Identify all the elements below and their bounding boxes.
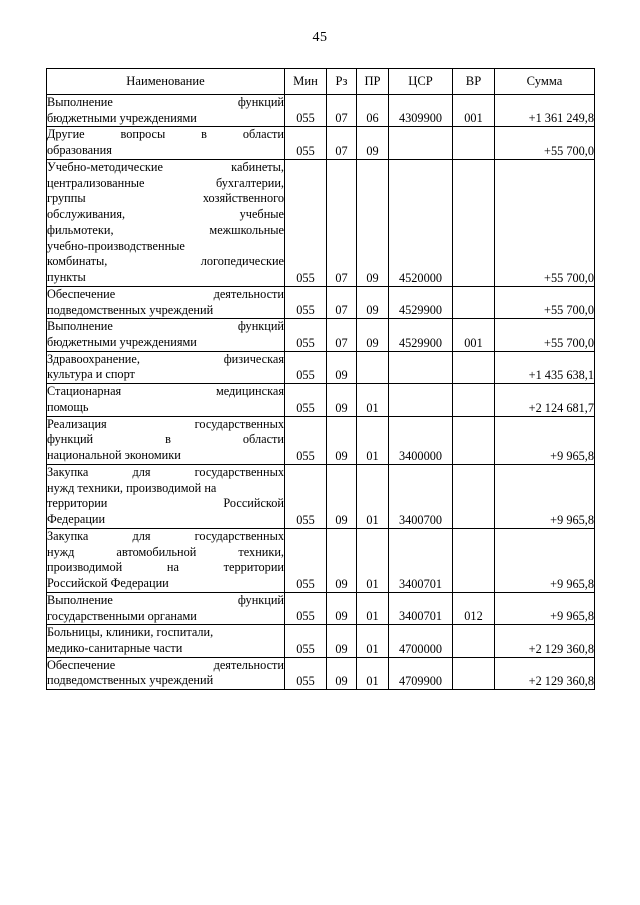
cell-csr: 4529900 <box>389 319 453 351</box>
cell-pr: 01 <box>357 657 389 689</box>
cell-name <box>47 127 285 159</box>
table-header-row <box>47 69 595 95</box>
cell-rz: 09 <box>327 464 357 528</box>
cell-vr <box>453 384 495 416</box>
name-line: подведомственных учреждений <box>47 302 214 317</box>
column-header-sum: Сумма <box>495 69 595 95</box>
cell-sum: +1 435 638,1 <box>495 351 595 383</box>
cell-min: 055 <box>285 416 327 464</box>
table-row <box>47 528 595 592</box>
cell-pr: 06 <box>357 95 389 127</box>
cell-rz: 09 <box>327 592 357 624</box>
cell-name <box>47 351 285 383</box>
cell-sum: +55 700,0 <box>495 159 595 286</box>
cell-min: 055 <box>285 464 327 528</box>
cell-min: 055 <box>285 351 327 383</box>
budget-table <box>46 68 595 690</box>
cell-name <box>47 592 285 624</box>
cell-name <box>47 384 285 416</box>
column-header-csr: ЦСР <box>389 69 453 95</box>
table-body <box>47 95 595 690</box>
table-row <box>47 95 595 127</box>
cell-rz: 09 <box>327 351 357 383</box>
cell-min: 055 <box>285 95 327 127</box>
name-line: Больницы, клиники, госпитали, <box>47 625 214 640</box>
cell-name <box>47 416 285 464</box>
cell-pr <box>357 351 389 383</box>
cell-sum: +55 700,0 <box>495 286 595 318</box>
cell-vr <box>453 416 495 464</box>
cell-vr <box>453 657 495 689</box>
name-line: бюджетными учреждениями <box>47 335 197 350</box>
cell-vr <box>453 286 495 318</box>
name-line: культура и спорт <box>47 367 135 382</box>
table-row <box>47 351 595 383</box>
cell-name <box>47 319 285 351</box>
budget-table-container <box>46 68 594 690</box>
table-row <box>47 319 595 351</box>
name-line: функций в области <box>47 432 284 447</box>
cell-sum: +55 700,0 <box>495 319 595 351</box>
cell-min: 055 <box>285 592 327 624</box>
cell-vr <box>453 625 495 657</box>
table-row <box>47 159 595 286</box>
name-line: обслуживания, учебные <box>47 207 284 222</box>
name-line: комбинаты, логопедические <box>47 254 284 269</box>
name-line: Закупка для государственных <box>47 528 284 543</box>
name-line: нужд автомобильной техники, <box>47 544 284 559</box>
name-line: нужд техники, производимой на <box>47 480 217 495</box>
column-header-vr: ВР <box>453 69 495 95</box>
cell-sum: +9 965,8 <box>495 416 595 464</box>
cell-rz: 07 <box>327 286 357 318</box>
cell-rz: 09 <box>327 416 357 464</box>
cell-min: 055 <box>285 384 327 416</box>
name-line: национальной экономики <box>47 448 181 463</box>
table-row <box>47 384 595 416</box>
cell-sum: +2 129 360,8 <box>495 657 595 689</box>
cell-sum: +9 965,8 <box>495 464 595 528</box>
cell-pr: 01 <box>357 384 389 416</box>
cell-rz: 09 <box>327 657 357 689</box>
name-line: Реализация государственных <box>47 416 284 431</box>
name-line: Учебно-методические кабинеты, <box>47 159 284 174</box>
cell-min: 055 <box>285 657 327 689</box>
name-line: группы хозяйственного <box>47 191 284 206</box>
cell-min: 055 <box>285 286 327 318</box>
name-line: территории Российской <box>47 496 284 511</box>
name-line: бюджетными учреждениями <box>47 110 197 125</box>
cell-name <box>47 657 285 689</box>
cell-pr: 01 <box>357 528 389 592</box>
cell-pr: 09 <box>357 286 389 318</box>
cell-csr <box>389 384 453 416</box>
cell-name <box>47 286 285 318</box>
page-number: 45 <box>312 30 328 45</box>
column-header-rz: Рз <box>327 69 357 95</box>
cell-vr <box>453 127 495 159</box>
cell-csr <box>389 127 453 159</box>
name-line: медико-санитарные части <box>47 640 183 655</box>
column-header-name: Наименование <box>47 69 285 95</box>
cell-vr <box>453 351 495 383</box>
table-row <box>47 416 595 464</box>
cell-sum: +9 965,8 <box>495 528 595 592</box>
cell-min: 055 <box>285 319 327 351</box>
table-row <box>47 625 595 657</box>
name-line: Стационарная медицинская <box>47 384 284 399</box>
cell-rz: 09 <box>327 625 357 657</box>
table-row <box>47 592 595 624</box>
cell-rz: 07 <box>327 127 357 159</box>
cell-min: 055 <box>285 159 327 286</box>
name-line: Другие вопросы в области <box>47 127 284 142</box>
name-line: Обеспечение деятельности <box>47 286 284 301</box>
column-header-pr: ПР <box>357 69 389 95</box>
name-line: образования <box>47 143 112 158</box>
cell-rz: 07 <box>327 95 357 127</box>
name-line: помощь <box>47 399 89 414</box>
name-line: Федерации <box>47 512 106 527</box>
name-line: производимой на территории <box>47 560 284 575</box>
cell-csr: 4529900 <box>389 286 453 318</box>
cell-rz: 09 <box>327 384 357 416</box>
cell-vr: 001 <box>453 319 495 351</box>
table-row <box>47 127 595 159</box>
name-line: Обеспечение деятельности <box>47 657 284 672</box>
cell-sum: +2 124 681,7 <box>495 384 595 416</box>
name-line: Выполнение функций <box>47 319 284 334</box>
cell-pr: 01 <box>357 416 389 464</box>
cell-csr: 3400701 <box>389 528 453 592</box>
cell-pr: 09 <box>357 319 389 351</box>
cell-pr: 01 <box>357 464 389 528</box>
cell-min: 055 <box>285 127 327 159</box>
cell-csr: 4520000 <box>389 159 453 286</box>
cell-name <box>47 159 285 286</box>
cell-vr <box>453 528 495 592</box>
cell-csr: 4709900 <box>389 657 453 689</box>
cell-min: 055 <box>285 528 327 592</box>
cell-pr: 01 <box>357 625 389 657</box>
table-row <box>47 286 595 318</box>
cell-csr: 4700000 <box>389 625 453 657</box>
name-line: Выполнение функций <box>47 592 284 607</box>
name-line: пункты <box>47 270 86 285</box>
table-row <box>47 464 595 528</box>
cell-csr <box>389 351 453 383</box>
name-line: учебно-производственные <box>47 238 185 253</box>
cell-sum: +2 129 360,8 <box>495 625 595 657</box>
name-line: подведомственных учреждений <box>47 673 214 688</box>
cell-sum: +9 965,8 <box>495 592 595 624</box>
cell-name <box>47 464 285 528</box>
cell-vr <box>453 464 495 528</box>
name-line: фильмотеки, межшкольные <box>47 222 284 237</box>
cell-sum: +55 700,0 <box>495 127 595 159</box>
cell-pr: 09 <box>357 127 389 159</box>
cell-csr: 3400701 <box>389 592 453 624</box>
name-line: Закупка для государственных <box>47 464 284 479</box>
table-header <box>47 69 595 95</box>
cell-sum: +1 361 249,8 <box>495 95 595 127</box>
name-line: государственными органами <box>47 608 197 623</box>
cell-min: 055 <box>285 625 327 657</box>
cell-vr: 001 <box>453 95 495 127</box>
cell-vr: 012 <box>453 592 495 624</box>
name-line: централизованные бухгалтерии, <box>47 175 284 190</box>
cell-name <box>47 625 285 657</box>
cell-rz: 07 <box>327 159 357 286</box>
cell-name <box>47 95 285 127</box>
column-header-min: Мин <box>285 69 327 95</box>
name-line: Российской Федерации <box>47 576 169 591</box>
cell-vr <box>453 159 495 286</box>
cell-pr: 01 <box>357 592 389 624</box>
cell-rz: 09 <box>327 528 357 592</box>
cell-csr: 3400700 <box>389 464 453 528</box>
cell-rz: 07 <box>327 319 357 351</box>
name-line: Здравоохранение, физическая <box>47 351 284 366</box>
cell-csr: 4309900 <box>389 95 453 127</box>
name-line: Выполнение функций <box>47 95 284 109</box>
cell-name <box>47 528 285 592</box>
cell-pr: 09 <box>357 159 389 286</box>
table-row <box>47 657 595 689</box>
cell-csr: 3400000 <box>389 416 453 464</box>
